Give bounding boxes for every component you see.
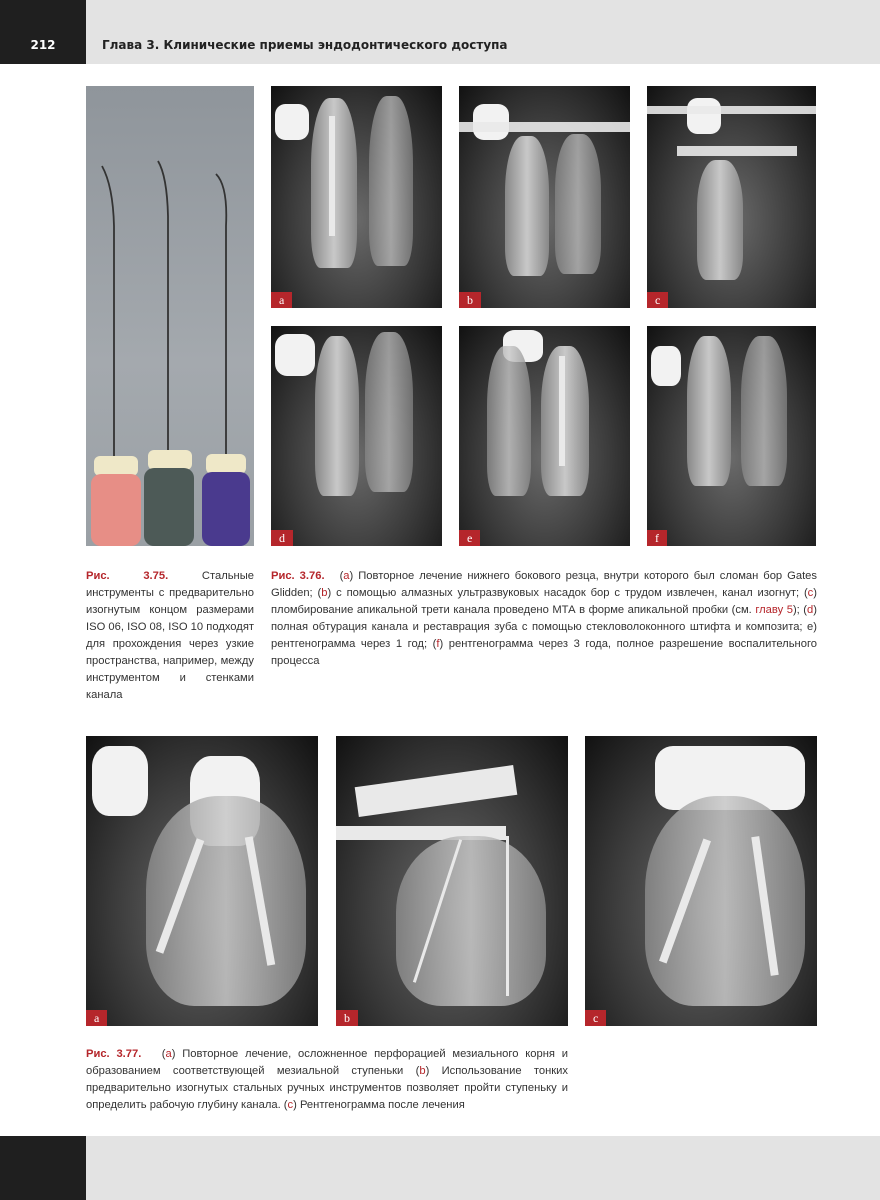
page-number-block — [0, 0, 86, 64]
fig376-caption-text — [271, 570, 817, 667]
caption-part: ) Повторное лечение, осложненное перфорацией мезиального корня и образованием соответствующей мезиальной ступеньки ( — [86, 1048, 568, 1077]
caption-part: ) полная обтурация канала и реставрация зуба с помощью стекловолоконного штифта и композита; e) рентгенограмма через 1 год; ( — [271, 604, 817, 650]
page-number: 212 — [30, 38, 56, 52]
caption-part: a — [165, 1048, 172, 1060]
fig376-caption — [271, 568, 817, 670]
fig376-panel-e — [459, 326, 630, 546]
fig375-photo — [86, 86, 254, 546]
fig375-caption-label: Рис. 3.75. — [86, 570, 169, 582]
panel-label: a — [86, 1010, 107, 1026]
fig375-caption-text: Стальные инструменты с предварительно изогнутым концом размерами ISO 06, ISO 08, ISO 10 подходят для прохождения через узкие пространства, например, между инструментом и стенками канала — [86, 570, 254, 701]
caption-part: ( — [161, 1048, 166, 1060]
caption-part: главу 5 — [755, 604, 793, 616]
footer-bar — [86, 1136, 880, 1200]
chapter-title: Глава 3. Клинические приемы эндодонтического доступа — [102, 38, 508, 52]
fig377-caption-label: Рис. 3.77. — [86, 1048, 142, 1060]
panel-label: d — [271, 530, 293, 546]
panel-label: f — [647, 530, 667, 546]
panel-label: e — [459, 530, 480, 546]
chapter-header — [86, 0, 880, 64]
panel-label: b — [459, 292, 481, 308]
caption-part: ) Использование тонких предварительно изогнутых стальных ручных инструментов позволяет пройти ступеньку и определить рабочую глубину канала. ( — [86, 1065, 568, 1111]
fig375-caption — [86, 568, 254, 704]
footer-block — [0, 1136, 86, 1200]
panel-label: c — [647, 292, 668, 308]
caption-part: c — [287, 1099, 294, 1111]
fig376-panel-f — [647, 326, 816, 546]
fig377-panel-c — [585, 736, 817, 1026]
fig376-caption-label: Рис. 3.76. — [271, 570, 325, 582]
caption-part: ) с помощью алмазных ультразвуковых насадок бор с трудом извлечен, канал изогнут; ( — [327, 587, 808, 599]
fig376-panel-b — [459, 86, 630, 308]
caption-part: b — [321, 587, 328, 599]
caption-part: ) Повторное лечение нижнего бокового резца, внутри которого был сломан бор Gates Glidden; ( — [271, 570, 818, 599]
caption-part: ) рентгенограмма через 3 года, полное разрешение воспалительного процесса — [271, 638, 817, 667]
caption-part: ( — [339, 570, 344, 582]
panel-label: b — [336, 1010, 358, 1026]
fig377-caption-text — [86, 1048, 568, 1111]
caption-part: d — [807, 604, 814, 616]
fig377-caption — [86, 1046, 568, 1114]
caption-part: f — [436, 638, 440, 650]
fig376-panel-c — [647, 86, 816, 308]
fig377-panel-b — [336, 736, 568, 1026]
fig376-panel-d — [271, 326, 442, 546]
caption-part: b — [419, 1065, 426, 1077]
caption-part: c — [807, 587, 814, 599]
caption-part: ); ( — [792, 604, 808, 616]
caption-part: ) Рентгенограмма после лечения — [293, 1099, 465, 1111]
panel-label: a — [271, 292, 292, 308]
caption-part: ) пломбирование апикальной трети канала проведено МТА в форме апикальной пробки (см. — [271, 587, 817, 616]
caption-part: a — [343, 570, 350, 582]
endodontic-files-illustration — [86, 86, 254, 546]
fig377-panel-a — [86, 736, 318, 1026]
panel-label: c — [585, 1010, 606, 1026]
fig376-panel-a — [271, 86, 442, 308]
